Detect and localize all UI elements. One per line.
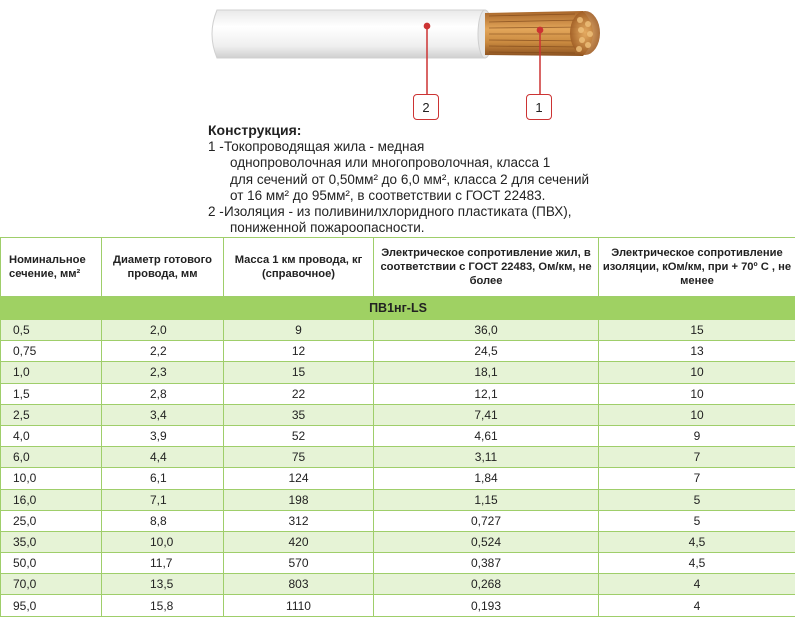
table-row bbox=[1, 574, 795, 595]
cell-insulation-resistance: 5 bbox=[599, 489, 795, 510]
cell-diameter: 3,9 bbox=[102, 425, 224, 446]
table-row bbox=[1, 447, 795, 468]
cell-diameter: 2,8 bbox=[102, 383, 224, 404]
cell-mass: 22 bbox=[224, 383, 374, 404]
cell-mass: 9 bbox=[224, 320, 374, 341]
item-line: Токопроводящая жила - медная bbox=[224, 139, 425, 155]
cell-cross-section: 25,0 bbox=[1, 510, 102, 531]
cell-mass: 1110 bbox=[224, 595, 374, 616]
header-cross-section: Номинальное сечение, мм² bbox=[1, 238, 102, 297]
cell-conductor-resistance: 1,15 bbox=[374, 489, 599, 510]
specifications-table bbox=[0, 237, 795, 617]
callout-label-insulation: 2 bbox=[413, 94, 439, 120]
cell-insulation-resistance: 10 bbox=[599, 404, 795, 425]
cell-diameter: 2,2 bbox=[102, 341, 224, 362]
item-line: Изоляция - из поливинилхлоридного пластиката (ПВХ), bbox=[224, 204, 572, 220]
cell-cross-section: 10,0 bbox=[1, 468, 102, 489]
cell-insulation-resistance: 4,5 bbox=[599, 553, 795, 574]
cell-cross-section: 0,5 bbox=[1, 320, 102, 341]
cell-mass: 803 bbox=[224, 574, 374, 595]
table-row bbox=[1, 553, 795, 574]
callout-label-conductor: 1 bbox=[526, 94, 552, 120]
construction-item-conductor bbox=[208, 139, 628, 155]
table-row bbox=[1, 489, 795, 510]
cell-cross-section: 2,5 bbox=[1, 404, 102, 425]
cell-mass: 52 bbox=[224, 425, 374, 446]
cell-insulation-resistance: 13 bbox=[599, 341, 795, 362]
table-row bbox=[1, 404, 795, 425]
cell-mass: 75 bbox=[224, 447, 374, 468]
cell-conductor-resistance: 0,193 bbox=[374, 595, 599, 616]
cell-cross-section: 1,5 bbox=[1, 383, 102, 404]
table-header-row bbox=[1, 238, 795, 297]
cell-conductor-resistance: 4,61 bbox=[374, 425, 599, 446]
cell-conductor-resistance: 0,524 bbox=[374, 531, 599, 552]
item-line: от 16 мм² до 95мм², в соответствии с ГОСТ 22483. bbox=[230, 187, 546, 203]
cell-cross-section: 4,0 bbox=[1, 425, 102, 446]
cell-diameter: 8,8 bbox=[102, 510, 224, 531]
insulation-shape bbox=[212, 10, 492, 58]
cell-mass: 420 bbox=[224, 531, 374, 552]
cell-insulation-resistance: 4,5 bbox=[599, 531, 795, 552]
cell-insulation-resistance: 10 bbox=[599, 383, 795, 404]
cell-conductor-resistance: 18,1 bbox=[374, 362, 599, 383]
cell-insulation-resistance: 4 bbox=[599, 574, 795, 595]
cell-cross-section: 50,0 bbox=[1, 553, 102, 574]
cell-mass: 198 bbox=[224, 489, 374, 510]
cell-cross-section: 70,0 bbox=[1, 574, 102, 595]
copper-conductor-shape bbox=[485, 11, 600, 56]
item-number: 2 - bbox=[208, 204, 224, 220]
cell-diameter: 4,4 bbox=[102, 447, 224, 468]
header-insulation-resistance: Электрическое сопротивление изоляции, кОм/км, при + 70º С , не менее bbox=[599, 238, 795, 297]
item-line: пониженной пожароопасности. bbox=[230, 220, 425, 236]
cell-diameter: 13,5 bbox=[102, 574, 224, 595]
cell-insulation-resistance: 9 bbox=[599, 425, 795, 446]
cell-cross-section: 35,0 bbox=[1, 531, 102, 552]
table-row bbox=[1, 320, 795, 341]
header-diameter: Диаметр готового провода, мм bbox=[102, 238, 224, 297]
cell-diameter: 2,3 bbox=[102, 362, 224, 383]
cell-diameter: 2,0 bbox=[102, 320, 224, 341]
cell-diameter: 10,0 bbox=[102, 531, 224, 552]
cell-conductor-resistance: 1,84 bbox=[374, 468, 599, 489]
table-row bbox=[1, 531, 795, 552]
table-band-row bbox=[1, 297, 795, 320]
cell-diameter: 7,1 bbox=[102, 489, 224, 510]
cell-cross-section: 0,75 bbox=[1, 341, 102, 362]
construction-description bbox=[208, 122, 628, 236]
cell-insulation-resistance: 10 bbox=[599, 362, 795, 383]
cell-conductor-resistance: 36,0 bbox=[374, 320, 599, 341]
cell-diameter: 6,1 bbox=[102, 468, 224, 489]
cell-cross-section: 95,0 bbox=[1, 595, 102, 616]
cell-mass: 15 bbox=[224, 362, 374, 383]
cell-mass: 12 bbox=[224, 341, 374, 362]
table-row bbox=[1, 595, 795, 616]
cell-mass: 570 bbox=[224, 553, 374, 574]
cell-cross-section: 6,0 bbox=[1, 447, 102, 468]
construction-item-insulation bbox=[208, 204, 628, 220]
header-conductor-resistance: Электрическое сопротивление жил, в соответствии с ГОСТ 22483, Ом/км, не более bbox=[374, 238, 599, 297]
cell-conductor-resistance: 0,727 bbox=[374, 510, 599, 531]
cell-insulation-resistance: 7 bbox=[599, 468, 795, 489]
table-row bbox=[1, 510, 795, 531]
cell-mass: 124 bbox=[224, 468, 374, 489]
item-line: однопроволочная или многопроволочная, класса 1 bbox=[230, 155, 551, 171]
cell-mass: 35 bbox=[224, 404, 374, 425]
table-row bbox=[1, 362, 795, 383]
cell-insulation-resistance: 5 bbox=[599, 510, 795, 531]
cell-conductor-resistance: 7,41 bbox=[374, 404, 599, 425]
table-row bbox=[1, 341, 795, 362]
cell-diameter: 11,7 bbox=[102, 553, 224, 574]
cell-insulation-resistance: 7 bbox=[599, 447, 795, 468]
cell-conductor-resistance: 0,387 bbox=[374, 553, 599, 574]
cell-conductor-resistance: 3,11 bbox=[374, 447, 599, 468]
cable-type-label: ПВ1нг-LS bbox=[1, 297, 795, 320]
cell-conductor-resistance: 24,5 bbox=[374, 341, 599, 362]
cell-cross-section: 16,0 bbox=[1, 489, 102, 510]
cell-diameter: 3,4 bbox=[102, 404, 224, 425]
item-line: для сечений от 0,50мм² до 6,0 мм², класса 2 для сечений bbox=[230, 171, 590, 187]
header-mass: Масса 1 км провода, кг (справочное) bbox=[224, 238, 374, 297]
cell-conductor-resistance: 0,268 bbox=[374, 574, 599, 595]
cell-diameter: 15,8 bbox=[102, 595, 224, 616]
cell-insulation-resistance: 15 bbox=[599, 320, 795, 341]
construction-title: Конструкция: bbox=[208, 122, 302, 138]
cell-cross-section: 1,0 bbox=[1, 362, 102, 383]
cell-insulation-resistance: 4 bbox=[599, 595, 795, 616]
table-row bbox=[1, 468, 795, 489]
table-row bbox=[1, 425, 795, 446]
item-number: 1 - bbox=[208, 139, 224, 155]
cell-conductor-resistance: 12,1 bbox=[374, 383, 599, 404]
cell-mass: 312 bbox=[224, 510, 374, 531]
specifications-table-container bbox=[0, 237, 795, 617]
table-row bbox=[1, 383, 795, 404]
